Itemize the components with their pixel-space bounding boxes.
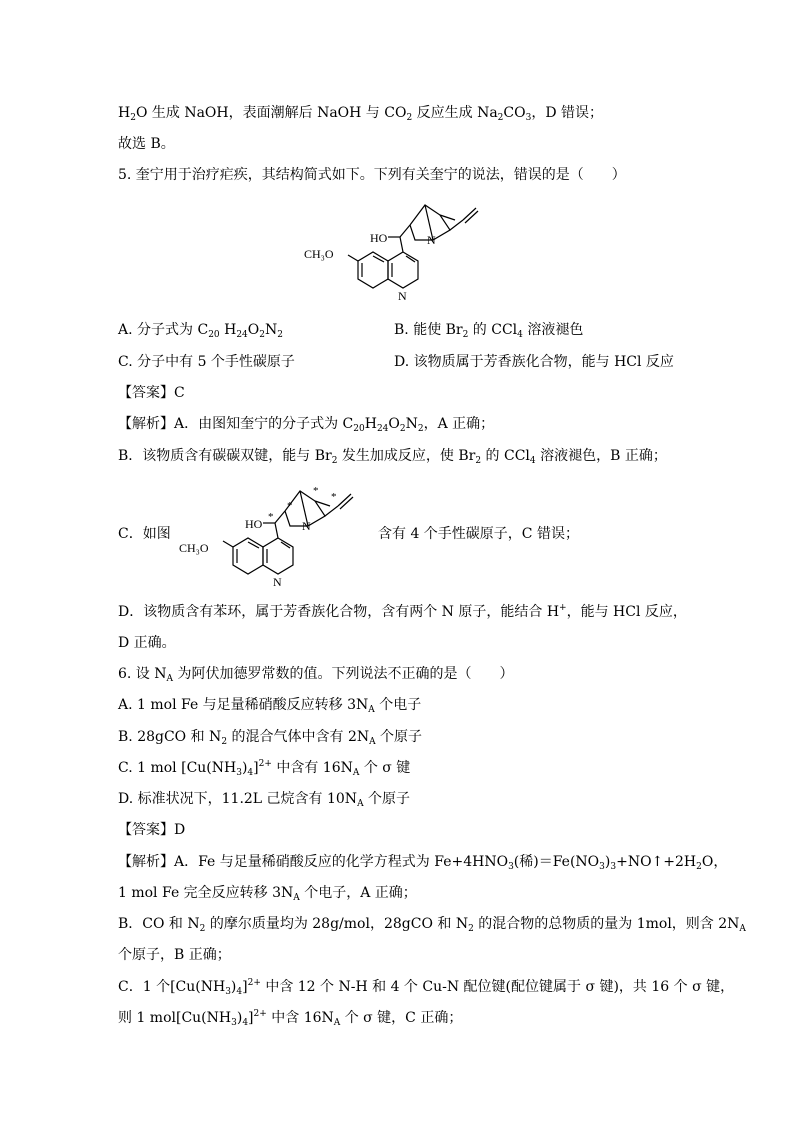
n-label: N	[302, 519, 311, 533]
chiral-star: *	[268, 511, 274, 523]
q6-option-d: D. 标准状况下，11.2L 己烷含有 $10N_A$ 个原子	[118, 791, 411, 809]
question-6: 6. 设 $N_A$ 为阿伏加德罗常数的值。下列说法不正确的是（ ）	[118, 666, 514, 684]
option-b: B. 能使 $Br_2$ 的 CCl$_4$ 溶液褪色	[394, 322, 584, 340]
explain-6a: 【解析】A．Fe 与足量稀硝酸反应的化学方程式为 $Fe+4HNO_3$(稀)$=Fe(NO_3)_3+NO↑+2H_2O$，	[118, 854, 728, 872]
explain-d: D．该物质含有苯环，属于芳香族化合物，含有两个 N 原子，能结合 H+，能与 HCl 反应，	[118, 603, 687, 620]
option-a: A. 分子式为 $C_{20}$ $H_{24}O_2N_2$	[118, 322, 283, 340]
n-label: N	[427, 233, 436, 247]
question-5: 5. 奎宁用于治疗疟疾，其结构简式如下。下列有关奎宁的说法，错误的是（ ）	[118, 167, 626, 183]
och3-label: CH₃O	[179, 541, 209, 555]
text-line: 故选 B。	[118, 136, 175, 152]
q6-option-a: A. 1 mol Fe 与足量稀硝酸反应转移 $3N_A$ 个电子	[118, 697, 422, 715]
quinoline-n-label: N	[398, 289, 407, 303]
answer-6: 【答案】D	[118, 822, 186, 838]
ho-label: HO	[245, 517, 263, 531]
chiral-star: *	[313, 485, 319, 497]
quinine-structure-chiral	[175, 476, 375, 596]
q6-option-c: C. 1 mol $[Cu(NH_3)_4]^{2+}$ 中含有 $16N_A$ 个 σ 键	[118, 759, 411, 778]
chiral-star: *	[287, 500, 293, 512]
explain-a: 【解析】A．由图知奎宁的分子式为 $C_{20}H_{24}O_2N_2$，A 正确；	[118, 416, 495, 434]
explain-c-pre: C．如图	[118, 526, 171, 542]
explain-6b: B．CO 和 $N_2$ 的摩尔质量均为 28g/mol，28gCO 和 $N_2$ 的混合物的总物质的量为 1mol，则含 $2N_A$	[118, 916, 746, 934]
explain-b: B．该物质含有碳碳双键，能与 $Br_2$ 发生加成反应，使 $Br_2$ 的 CCl$_4$ 溶液褪色，B 正确；	[118, 448, 667, 466]
q6-option-b: B. 28gCO 和 $N_2$ 的混合气体中含有 $2N_A$ 个原子	[118, 729, 423, 747]
text-line: $H_2O$ 生成 NaOH，表面潮解后 NaOH 与 $CO_2$ 反应生成 $Na_2CO_3$，D 错误；	[118, 105, 604, 123]
explain-6c-2: 则 1 $mol[Cu(NH_3)_4]^{2+}$ 中含 $16N_A$ 个 σ 键，C 正确；	[118, 1009, 463, 1028]
option-c: C. 分子中有 5 个手性碳原子	[118, 354, 295, 370]
explain-6a-2: 1 mol Fe 完全反应转移 $3N_A$ 个电子，A 正确；	[118, 885, 417, 903]
option-d: D. 该物质属于芳香族化合物，能与 HCl 反应	[394, 354, 674, 370]
explain-c-post: 含有 4 个手性碳原子，C 错误；	[378, 526, 579, 542]
chiral-star: *	[331, 491, 337, 503]
explain-d-2: D 正确。	[118, 635, 176, 651]
quinine-structure	[300, 190, 500, 310]
answer-5: 【答案】C	[118, 385, 185, 401]
ho-label: HO	[370, 231, 388, 245]
explain-6b-2: 个原子，B 正确；	[118, 947, 231, 963]
quinoline-n-label: N	[273, 575, 282, 589]
explain-6c: C．1 个$[Cu(NH_3)_4]^{2+}$ 中含 12 个 N-H 和 4 个 Cu-N 配位键(配位键属于 σ 键)，共 16 个 σ 键，	[118, 978, 735, 997]
och3-label: CH₃O	[304, 247, 334, 261]
